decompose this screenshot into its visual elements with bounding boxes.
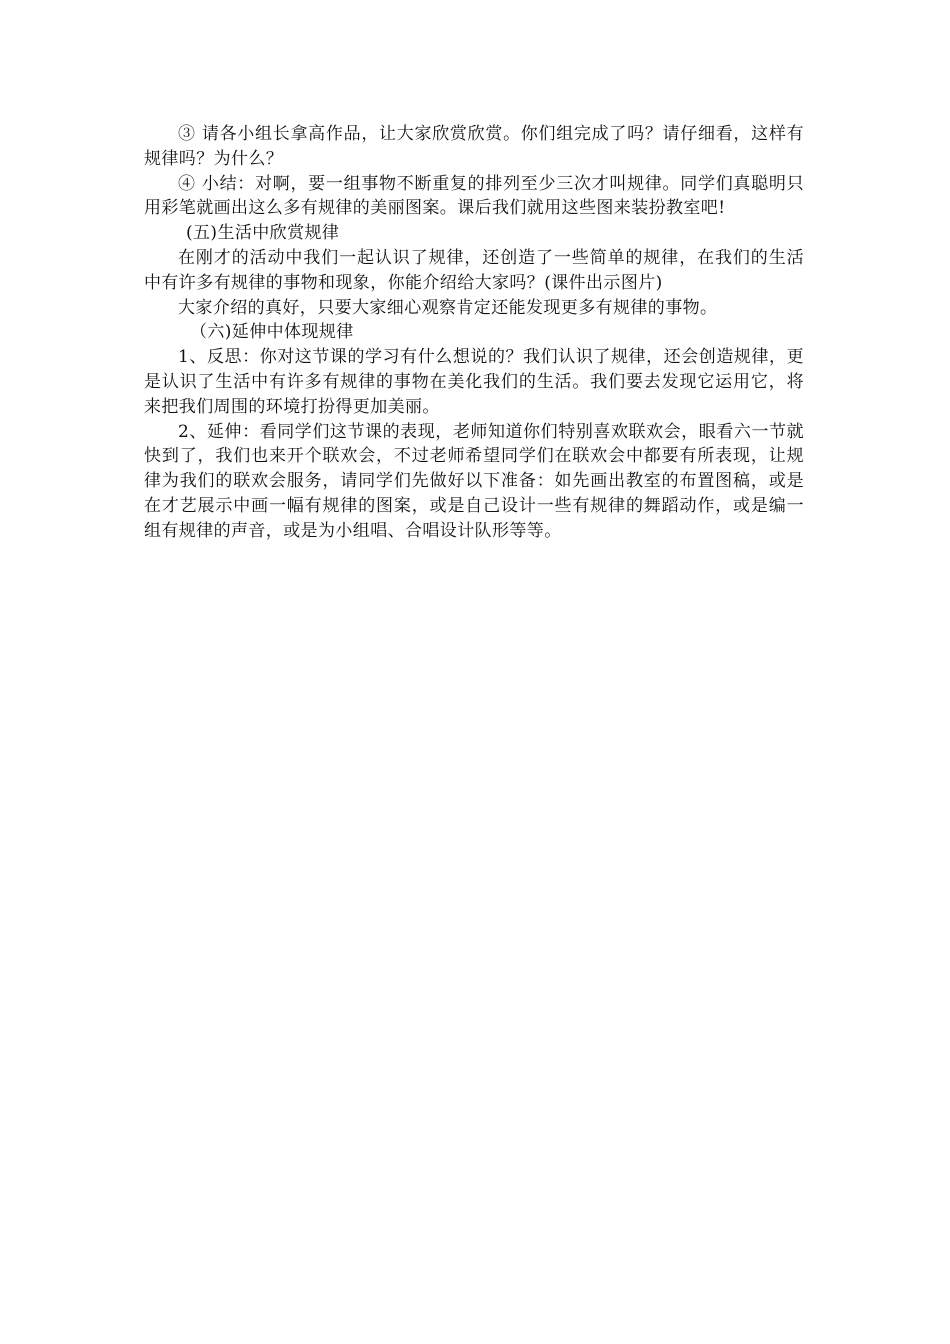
paragraph-life-patterns: 在刚才的活动中我们一起认识了规律，还创造了一些简单的规律，在我们的生活中有许多有规律的事物和现象，你能介绍给大家吗？(课件出示图片) (144, 247, 804, 293)
paragraph-extension: 2、延伸：看同学们这节课的表现，老师知道你们特别喜欢联欢会，眼看六一节就快到了，我们也来开个联欢会，不过老师希望同学们在联欢会中都要有所表现，让规律为我们的联欢会服务，请同学们先做好以下准备：如先画出教室的布置图稿，或是在才艺展示中画一幅有规律的图案，或是自己设计一些有规律的舞蹈动作，或是编一组有规律的声音，或是为小组唱、合唱设计队形等等。 (144, 421, 804, 541)
document-body (144, 122, 804, 544)
paragraph-step-4-summary: ④ 小结：对啊，要一组事物不断重复的排列至少三次才叫规律。同学们真聪明只用彩笔就画出这么多有规律的美丽图案。课后我们就用这些图来装扮教室吧! (144, 173, 804, 219)
section-heading-5: (五)生活中欣赏规律 (186, 223, 340, 244)
paragraph-reflection: 1、反思：你对这节课的学习有什么想说的？我们认识了规律，还会创造规律，更是认识了生活中有许多有规律的事物在美化我们的生活。我们要去发现它运用它，将来把我们周围的环境打扮得更加美丽。 (144, 347, 804, 417)
section-heading-6: （六)延伸中体现规律 (190, 322, 354, 343)
paragraph-praise: 大家介绍的真好，只要大家细心观察肯定还能发现更多有规律的事物。 (178, 297, 718, 318)
paragraph-step-3: ③ 请各小组长拿高作品，让大家欣赏欣赏。你们组完成了吗？请仔细看，这样有规律吗？为什么？ (144, 124, 804, 169)
